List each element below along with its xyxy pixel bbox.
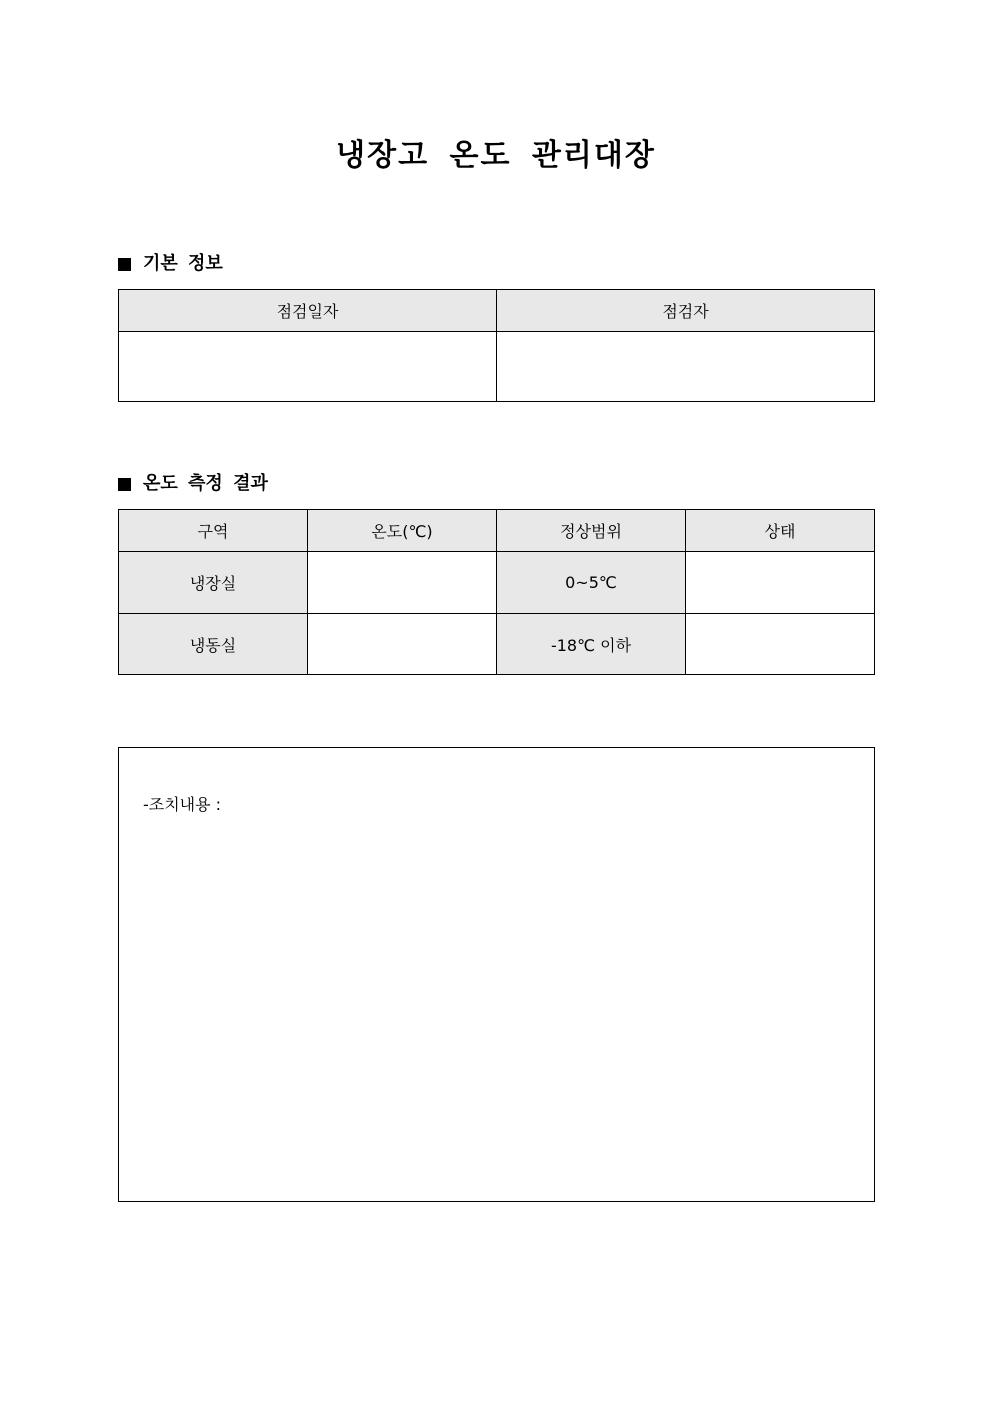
section-heading-label: 기본 정보 [143,253,223,274]
header-zone: 구역 [119,510,308,552]
temperature-field[interactable] [308,552,497,614]
table-row [119,552,875,614]
section-heading-basic-info [118,251,223,277]
page-title: 냉장고 온도 관리대장 [336,138,656,173]
inspector-field[interactable] [497,332,875,402]
temperature-field[interactable] [308,614,497,675]
square-bullet-icon [118,478,131,491]
status-field[interactable] [686,614,875,675]
inspection-date-field[interactable] [119,332,497,402]
status-field[interactable] [686,552,875,614]
zone-cell: 냉장실 [119,552,308,614]
header-inspection-date: 점검일자 [119,290,497,332]
normal-range-cell: 0~5℃ [497,552,686,614]
zone-cell: 냉동실 [119,614,308,675]
temperature-results-table [118,509,875,675]
header-normal-range: 정상범위 [497,510,686,552]
table-row [119,614,875,675]
action-notes-label: -조치내용 : [143,795,222,814]
header-inspector: 점검자 [497,290,875,332]
action-notes-box[interactable] [118,747,875,1202]
normal-range-cell: -18℃ 이하 [497,614,686,675]
basic-info-table [118,289,875,402]
header-temperature: 온도(℃) [308,510,497,552]
section-heading-label: 온도 측정 결과 [143,473,268,494]
square-bullet-icon [118,258,131,271]
header-status: 상태 [686,510,875,552]
section-heading-temperature [118,471,268,497]
